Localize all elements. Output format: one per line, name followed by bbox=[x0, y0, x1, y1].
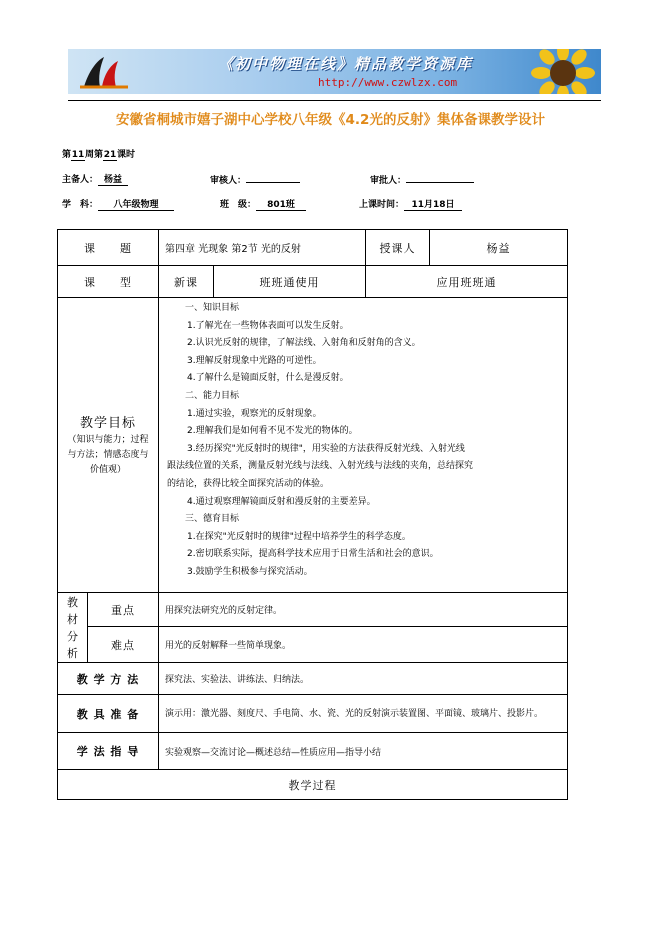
sunflower-icon bbox=[529, 49, 597, 94]
week-mid: 周第 bbox=[85, 150, 104, 160]
banner-title: 《初中物理在线》精品教学资源库 bbox=[218, 55, 474, 73]
class-label: 班 级： bbox=[220, 200, 257, 210]
type-value: 新课 bbox=[159, 266, 214, 298]
goals-row bbox=[58, 298, 568, 593]
week-prefix: 第 bbox=[62, 150, 72, 160]
lesson-plan-table bbox=[57, 229, 568, 800]
goal-item: 1.了解光在一些物体表面可以发生反射。 bbox=[187, 320, 349, 331]
goal-item-continued: 的结论，获得比较全面探究活动的体验。 bbox=[167, 478, 330, 489]
date-field bbox=[359, 197, 462, 211]
goal-item: 1.通过实验，观察光的反射现象。 bbox=[187, 408, 322, 419]
difficult-value: 用光的反射解释一些简单现象。 bbox=[159, 627, 568, 663]
difficult-point-row bbox=[58, 627, 568, 663]
goal-item: 4.了解什么是镜面反射，什么是漫反射。 bbox=[187, 373, 349, 384]
goal-item: 2.密切联系实际，提高科学技术应用于日常生活和社会的意识。 bbox=[187, 549, 439, 560]
study-label: 学 法 指 导 bbox=[58, 733, 159, 770]
method-value: 探究法、实验法、讲练法、归纳法。 bbox=[159, 663, 568, 695]
approver-field bbox=[370, 172, 474, 186]
study-value: 实验观察—交流讨论—概述总结—性质应用—指导小结 bbox=[159, 733, 568, 770]
analysis-label: 教材分析 bbox=[58, 593, 88, 663]
topic-value: 第四章 光现象 第2节 光的反射 bbox=[159, 230, 366, 266]
usage-label: 班班通使用 bbox=[214, 266, 366, 298]
goal-item: 3.理解反射现象中光路的可逆性。 bbox=[187, 355, 322, 366]
reviewer-value bbox=[246, 172, 300, 183]
subject-field bbox=[62, 197, 174, 211]
week-number: 11 bbox=[71, 150, 85, 160]
banner-url[interactable]: http://www.czwlzx.com bbox=[318, 76, 458, 89]
goal-item: 2.认识光反射的规律，了解法线、入射角和反射角的含义。 bbox=[187, 338, 421, 349]
process-label: 教学过程 bbox=[58, 770, 568, 800]
study-row bbox=[58, 733, 568, 770]
goal-item-continued: 跟法线位置的关系，测量反射光线与法线、入射光线与法线的夹角，总结探究 bbox=[167, 461, 474, 472]
date-label: 上课时间： bbox=[359, 200, 405, 210]
approver-label: 审批人： bbox=[370, 176, 407, 186]
goal-item: 3.鼓励学生积极参与探究活动。 bbox=[187, 566, 313, 577]
process-row bbox=[58, 770, 568, 800]
goals-heading: 三、德育目标 bbox=[185, 514, 240, 525]
type-row bbox=[58, 266, 568, 298]
goal-item: 3.经历探究"光反射时的规律"，用实验的方法获得反射光线、入射光线 bbox=[187, 443, 465, 454]
header-banner bbox=[68, 49, 601, 94]
site-logo-icon bbox=[74, 53, 134, 91]
host-label: 主备人： bbox=[62, 175, 99, 185]
document-title: 安徽省桐城市嬉子湖中心学校八年级《4.2光的反射》集体备课教学设计 bbox=[116, 112, 545, 128]
teacher-value: 杨益 bbox=[430, 230, 568, 266]
goal-item: 1.在探究"光反射时的规律"过程中培养学生的科学态度。 bbox=[187, 531, 411, 542]
approver-value bbox=[406, 172, 474, 183]
header-rule bbox=[68, 100, 601, 101]
tools-row bbox=[58, 695, 568, 733]
goals-label-cell bbox=[58, 298, 159, 593]
tools-value: 演示用：激光器、刻度尺、手电筒、水、瓷、光的反射演示装置图、平面镜、玻璃片、投影片。 bbox=[159, 695, 568, 733]
key-point-row bbox=[58, 593, 568, 627]
topic-row bbox=[58, 230, 568, 266]
method-label: 教 学 方 法 bbox=[58, 663, 159, 695]
key-value: 用探究法研究光的反射定律。 bbox=[159, 593, 568, 627]
reviewer-field bbox=[210, 172, 300, 186]
class-value: 801班 bbox=[256, 197, 306, 211]
topic-label: 课 题 bbox=[58, 230, 159, 266]
host-field bbox=[62, 172, 128, 186]
subject-label: 学 科： bbox=[62, 200, 99, 210]
apply-label: 应用班班通 bbox=[366, 266, 568, 298]
date-value: 11月18日 bbox=[404, 197, 462, 211]
goal-item: 2.理解我们是如何看不见不发光的物体的。 bbox=[187, 426, 358, 437]
type-label: 课 型 bbox=[58, 266, 159, 298]
method-row bbox=[58, 663, 568, 695]
host-value: 杨益 bbox=[98, 172, 128, 186]
lesson-number: 21 bbox=[103, 150, 117, 160]
goals-heading: 一、知识目标 bbox=[185, 303, 240, 313]
lesson-suffix: 课时 bbox=[117, 150, 136, 160]
tools-label: 教 具 准 备 bbox=[58, 695, 159, 733]
teacher-label: 授课人 bbox=[366, 230, 430, 266]
week-line bbox=[62, 147, 135, 161]
goals-content bbox=[159, 298, 568, 593]
goals-label: 教学目标 bbox=[79, 416, 136, 431]
reviewer-label: 审核人： bbox=[210, 176, 247, 186]
goals-sublabel: （知识与能力；过程与方法；情感态度与价值观） bbox=[67, 435, 149, 475]
goal-item: 4.通过观察理解镜面反射和漫反射的主要差异。 bbox=[187, 496, 376, 507]
class-field bbox=[220, 197, 306, 211]
subject-value: 八年级物理 bbox=[98, 197, 174, 211]
difficult-label: 难点 bbox=[88, 627, 159, 663]
goals-heading: 二、能力目标 bbox=[185, 390, 240, 401]
key-label: 重点 bbox=[88, 593, 159, 627]
